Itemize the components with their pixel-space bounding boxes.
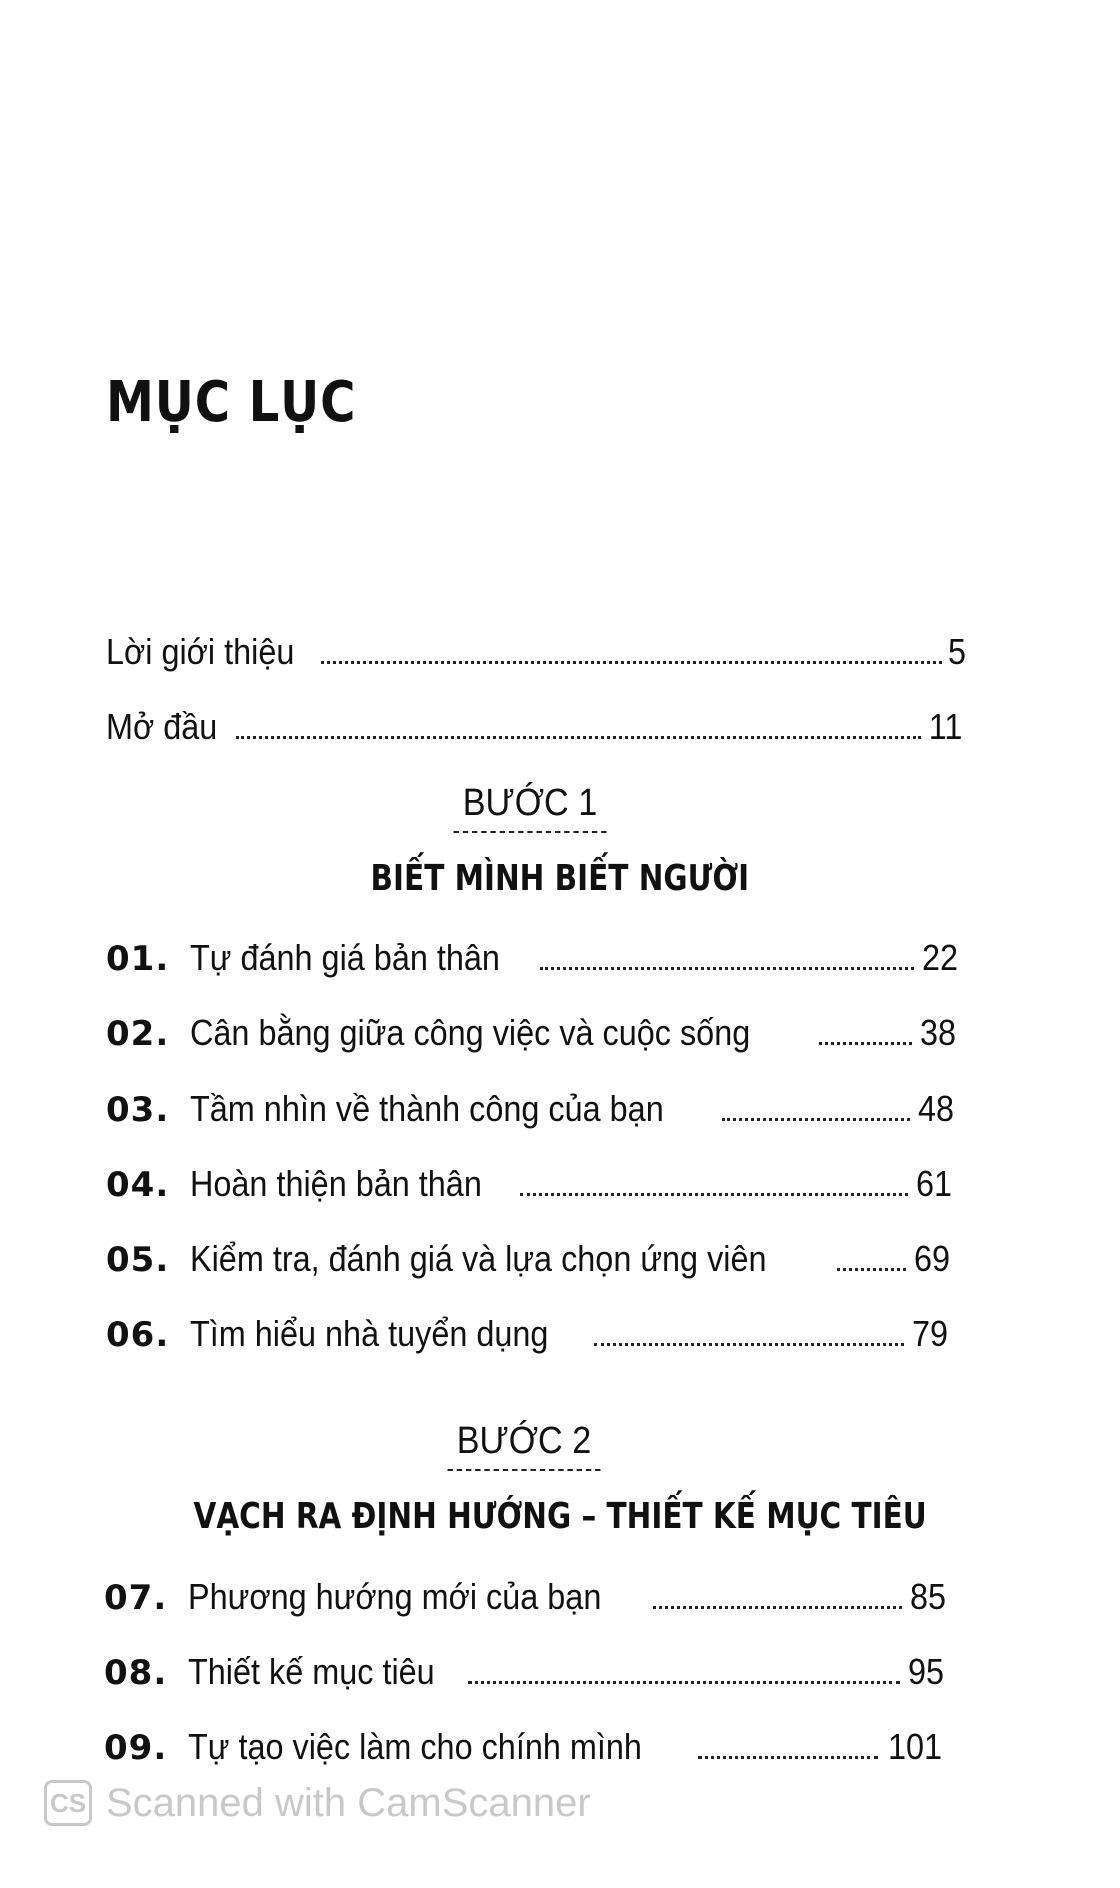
toc-entry-page: 69 <box>913 1238 950 1279</box>
section-heading-1: BIẾT MÌNH BIẾT NGƯỜI <box>370 858 750 899</box>
toc-entry <box>106 1087 954 1132</box>
toc-entry <box>106 1237 950 1282</box>
toc-entry <box>106 936 958 981</box>
dot-leader <box>594 1342 904 1346</box>
dot-leader <box>540 966 914 970</box>
section-heading-2: VẠCH RA ĐỊNH HƯỚNG – THIẾT KẾ MỤC TIÊU <box>193 1496 927 1537</box>
toc-entry-intro <box>106 630 966 674</box>
toc-entry-page: 5 <box>947 631 966 672</box>
toc-entry-number: 02. <box>106 1014 170 1054</box>
toc-entry-page: 11 <box>928 706 962 747</box>
toc-entry-label: Tự tạo việc làm cho chính mình <box>188 1726 642 1767</box>
step-label-2: BƯỚC 2 <box>425 1420 623 1471</box>
toc-entry-page: 95 <box>907 1651 944 1692</box>
toc-entry-number: 07. <box>104 1578 168 1618</box>
toc-entry-page: 79 <box>911 1313 948 1354</box>
toc-entry-label: Tự đánh giá bản thân <box>190 937 500 978</box>
toc-entry <box>106 1312 948 1357</box>
toc-entry <box>104 1725 942 1770</box>
toc-entry-page: 22 <box>921 937 958 978</box>
toc-entry-label: Cân bằng giữa công việc và cuộc sống <box>190 1012 751 1053</box>
toc-entry-page: 101 <box>887 1726 942 1767</box>
watermark-text: Scanned with CamScanner <box>106 1780 591 1825</box>
toc-entry-label: Tìm hiểu nhà tuyển dụng <box>190 1313 549 1354</box>
toc-entry-page: 38 <box>919 1012 956 1053</box>
toc-entry-label: Hoàn thiện bản thân <box>190 1163 482 1204</box>
dot-leader <box>653 1605 902 1609</box>
dot-leader <box>837 1267 906 1271</box>
toc-entry-label: Phương hướng mới của bạn <box>188 1576 602 1617</box>
toc-entry-opening <box>106 705 962 749</box>
toc-entry-number: 01. <box>106 939 170 979</box>
toc-entry <box>104 1650 944 1695</box>
dot-leader <box>722 1117 910 1121</box>
step-label-1: BƯỚC 1 <box>431 782 629 833</box>
toc-entry-label: Tầm nhìn về thành công của bạn <box>190 1088 664 1129</box>
toc-entry-number: 03. <box>106 1090 170 1130</box>
toc-entry-number: 06. <box>106 1315 170 1355</box>
camscanner-logo-icon: CS <box>44 1780 92 1826</box>
page-title: MỤC LỤC <box>106 370 357 435</box>
toc-entry-label: Thiết kế mục tiêu <box>188 1651 435 1692</box>
toc-entry-label: Kiểm tra, đánh giá và lựa chọn ứng viên <box>190 1238 767 1279</box>
dot-leader <box>698 1755 878 1759</box>
toc-entry-page: 61 <box>915 1163 952 1204</box>
toc-entry-label: Lời giới thiệu <box>106 631 295 672</box>
toc-entry-number: 05. <box>106 1240 170 1280</box>
toc-entry-number: 09. <box>104 1728 168 1768</box>
dot-leader <box>321 660 942 664</box>
toc-entry <box>106 1162 952 1207</box>
dot-leader <box>819 1041 912 1045</box>
dot-leader <box>468 1680 900 1684</box>
toc-entry-label: Mở đầu <box>106 706 218 747</box>
toc-entry <box>104 1575 946 1620</box>
camscanner-watermark <box>44 1780 591 1826</box>
toc-entry-number: 08. <box>104 1653 168 1693</box>
toc-entry-page: 48 <box>917 1088 954 1129</box>
dot-leader <box>236 735 921 739</box>
toc-entry <box>106 1011 956 1056</box>
toc-entry-page: 85 <box>909 1576 946 1617</box>
toc-entry-number: 04. <box>106 1165 170 1205</box>
dot-leader <box>520 1192 908 1196</box>
